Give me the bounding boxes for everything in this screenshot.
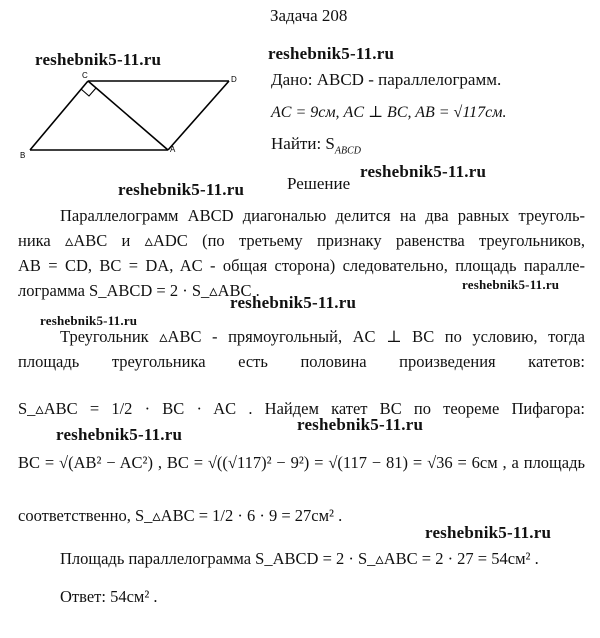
parallelogram-area-line: Площадь параллелограмма S_ABCD = 2 · S_▵ABC = 2 · 27 = 54см² . xyxy=(60,549,539,568)
side-da xyxy=(168,81,229,150)
watermark: reshebnik5-11.ru xyxy=(268,44,395,63)
given-values: AC = 9см, AC ⊥ BC, AB = √117см. xyxy=(271,104,507,121)
answer-line: Ответ: 54см² . xyxy=(60,587,158,606)
watermark: reshebnik5-11.ru xyxy=(56,425,183,444)
paragraph-line: лограмма S_ABCD = 2 · S_▵ABC . xyxy=(18,281,260,300)
paragraph-2 xyxy=(18,324,585,374)
right-angle-mark xyxy=(81,88,96,96)
watermark: reshebnik5-11.ru xyxy=(425,523,552,542)
watermark: reshebnik5-11.ru xyxy=(462,277,560,292)
watermark: reshebnik5-11.ru xyxy=(297,415,424,434)
problem-title: Задача 208 xyxy=(270,6,348,25)
vertex-b-label: B xyxy=(20,151,26,160)
paragraph-1 xyxy=(18,203,585,303)
paragraph-line: ника ▵ABC и ▵ADC (по третьему признаку равенства треугольников, xyxy=(18,231,585,250)
paragraph-line-formula xyxy=(18,396,585,421)
paragraph-line: Параллелограмм ABCD диагональю делится на два равных треуголь- xyxy=(60,206,585,225)
parallelogram-figure xyxy=(0,0,260,170)
paragraph-line: площадь треугольника есть половина произведения катетов: xyxy=(18,352,585,371)
watermark: reshebnik5-11.ru xyxy=(360,162,487,181)
find-text: Найти: S xyxy=(271,134,335,153)
side-bc xyxy=(30,81,88,150)
paragraph-line: BC = √(AB² − AC²) , BC = √((√117)² − 9²) = √(117 − 81) = √36 = 6см , а площадь xyxy=(18,453,585,472)
watermark: reshebnik5-11.ru xyxy=(35,50,162,69)
paragraph-line-pythagoras xyxy=(18,450,585,475)
watermark: reshebnik5-11.ru xyxy=(230,293,357,312)
diagonal-ac xyxy=(88,81,168,150)
vertex-c-label: C xyxy=(82,71,88,80)
paragraph-line-area: соответственно, S_▵ABC = 1/2 · 6 · 9 = 27см² . xyxy=(18,506,343,525)
find-line xyxy=(271,134,361,156)
paragraph-line: Треугольник ▵ABC - прямоугольный, AC ⊥ BC по условию, тогда xyxy=(60,327,585,346)
paragraph-line: AB = CD, BC = DA, AC - общая сторона) следовательно, площадь паралле- xyxy=(18,256,585,275)
watermark: reshebnik5-11.ru xyxy=(118,180,245,199)
vertex-a-label: A xyxy=(170,145,176,154)
vertex-d-label: D xyxy=(231,75,237,84)
given-line: Дано: ABCD - параллелограмм. xyxy=(271,70,502,89)
find-subscript: ABCD xyxy=(334,145,361,157)
watermark: reshebnik5-11.ru xyxy=(40,313,138,328)
paragraph-line: S_▵ABC = 1/2 · BC · AC . Найдем катет BC по теореме Пифагора: xyxy=(18,399,585,418)
solution-heading: Решение xyxy=(287,174,351,193)
